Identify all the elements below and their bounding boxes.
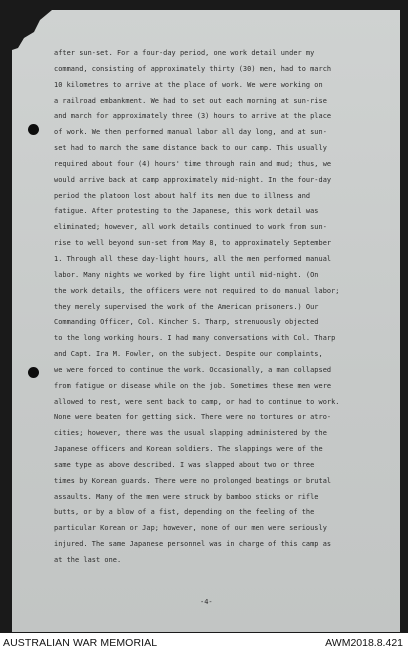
text-line: of work. We then performed manual labor all day long, and at sun- xyxy=(54,128,327,137)
footer-source: AUSTRALIAN WAR MEMORIAL xyxy=(3,637,158,649)
text-line: None were beaten for getting sick. There were no tortures or atro- xyxy=(54,413,332,422)
text-line: and march for approximately three (3) hours to arrive at the place xyxy=(54,112,332,121)
text-line: Japanese officers and Korean soldiers. The slappings were of the xyxy=(54,445,323,454)
text-line: allowed to rest, were sent back to camp, or had to continue to work. xyxy=(54,397,340,406)
text-line: period the platoon lost about half its men due to illness and xyxy=(54,191,311,200)
text-line: we were forced to continue the work. Occasionally, a man collapsed xyxy=(54,365,332,374)
text-line: 10 kilometres to arrive at the place of work. We were working on xyxy=(54,80,323,89)
text-line: to the long working hours. I had many conversations with Col. Tharp xyxy=(54,334,336,343)
text-line: 1. Through all these day-light hours, all the men performed manual xyxy=(54,254,332,263)
text-line: would arrive back at camp approximately mid-night. In the four-day xyxy=(54,175,332,184)
text-line: the work details, the officers were not required to do manual labor; xyxy=(54,286,340,295)
punch-hole-bottom xyxy=(28,367,39,378)
text-line: particular Korean or Jap; however, none of our men were seriously xyxy=(54,524,327,533)
text-line: Commanding Officer, Col. Kincher S. Tharp, strenuously objected xyxy=(54,318,319,327)
text-line: rise to well beyond sun-set from May 8, to approximately September xyxy=(54,239,332,248)
text-line: at the last one. xyxy=(54,556,122,564)
text-line: and Capt. Ira M. Fowler, on the subject. Despite our complaints, xyxy=(54,350,323,359)
punch-hole-top xyxy=(28,124,39,135)
text-line: same type as above described. I was slapped about two or three xyxy=(54,460,315,469)
text-line: injured. The same Japanese personnel was in charge of this camp as xyxy=(54,540,332,549)
footer-bar xyxy=(0,633,408,653)
text-line: required about four (4) hours' time through rain and mud; thus, we xyxy=(54,159,332,168)
text-line: set had to march the same distance back to our camp. This usually xyxy=(54,144,327,153)
text-line: assaults. Many of the men were struck by bamboo sticks or rifle xyxy=(54,492,319,501)
text-line: times by Korean guards. There were no prolonged beatings or brutal xyxy=(54,476,332,485)
footer-catalog-id: AWM2018.8.421 xyxy=(325,637,403,649)
text-line: command, consisting of approximately thirty (30) men, had to march xyxy=(54,64,332,73)
text-line: fatigue. After protesting to the Japanese, this work detail was xyxy=(54,207,319,216)
text-line: cities; however, there was the usual slapping administered by the xyxy=(54,429,327,438)
page-number: -4- xyxy=(200,598,213,606)
document-body xyxy=(54,46,390,569)
text-line: after sun-set. For a four-day period, one work detail under my xyxy=(54,49,315,57)
text-line: from fatigue or disease while on the job. Sometimes these men were xyxy=(54,381,332,390)
text-line: eliminated; however, all work details continued to work from sun- xyxy=(54,223,327,232)
text-line: a railroad embankment. We had to set out each morning at sun-rise xyxy=(54,96,327,105)
text-line: they merely supervised the work of the American prisoners.) Our xyxy=(54,302,319,311)
text-line: labor. Many nights we worked by fire light until mid-night. (On xyxy=(54,270,319,279)
text-line: butts, or by a blow of a fist, depending on the feeling of the xyxy=(54,508,315,517)
